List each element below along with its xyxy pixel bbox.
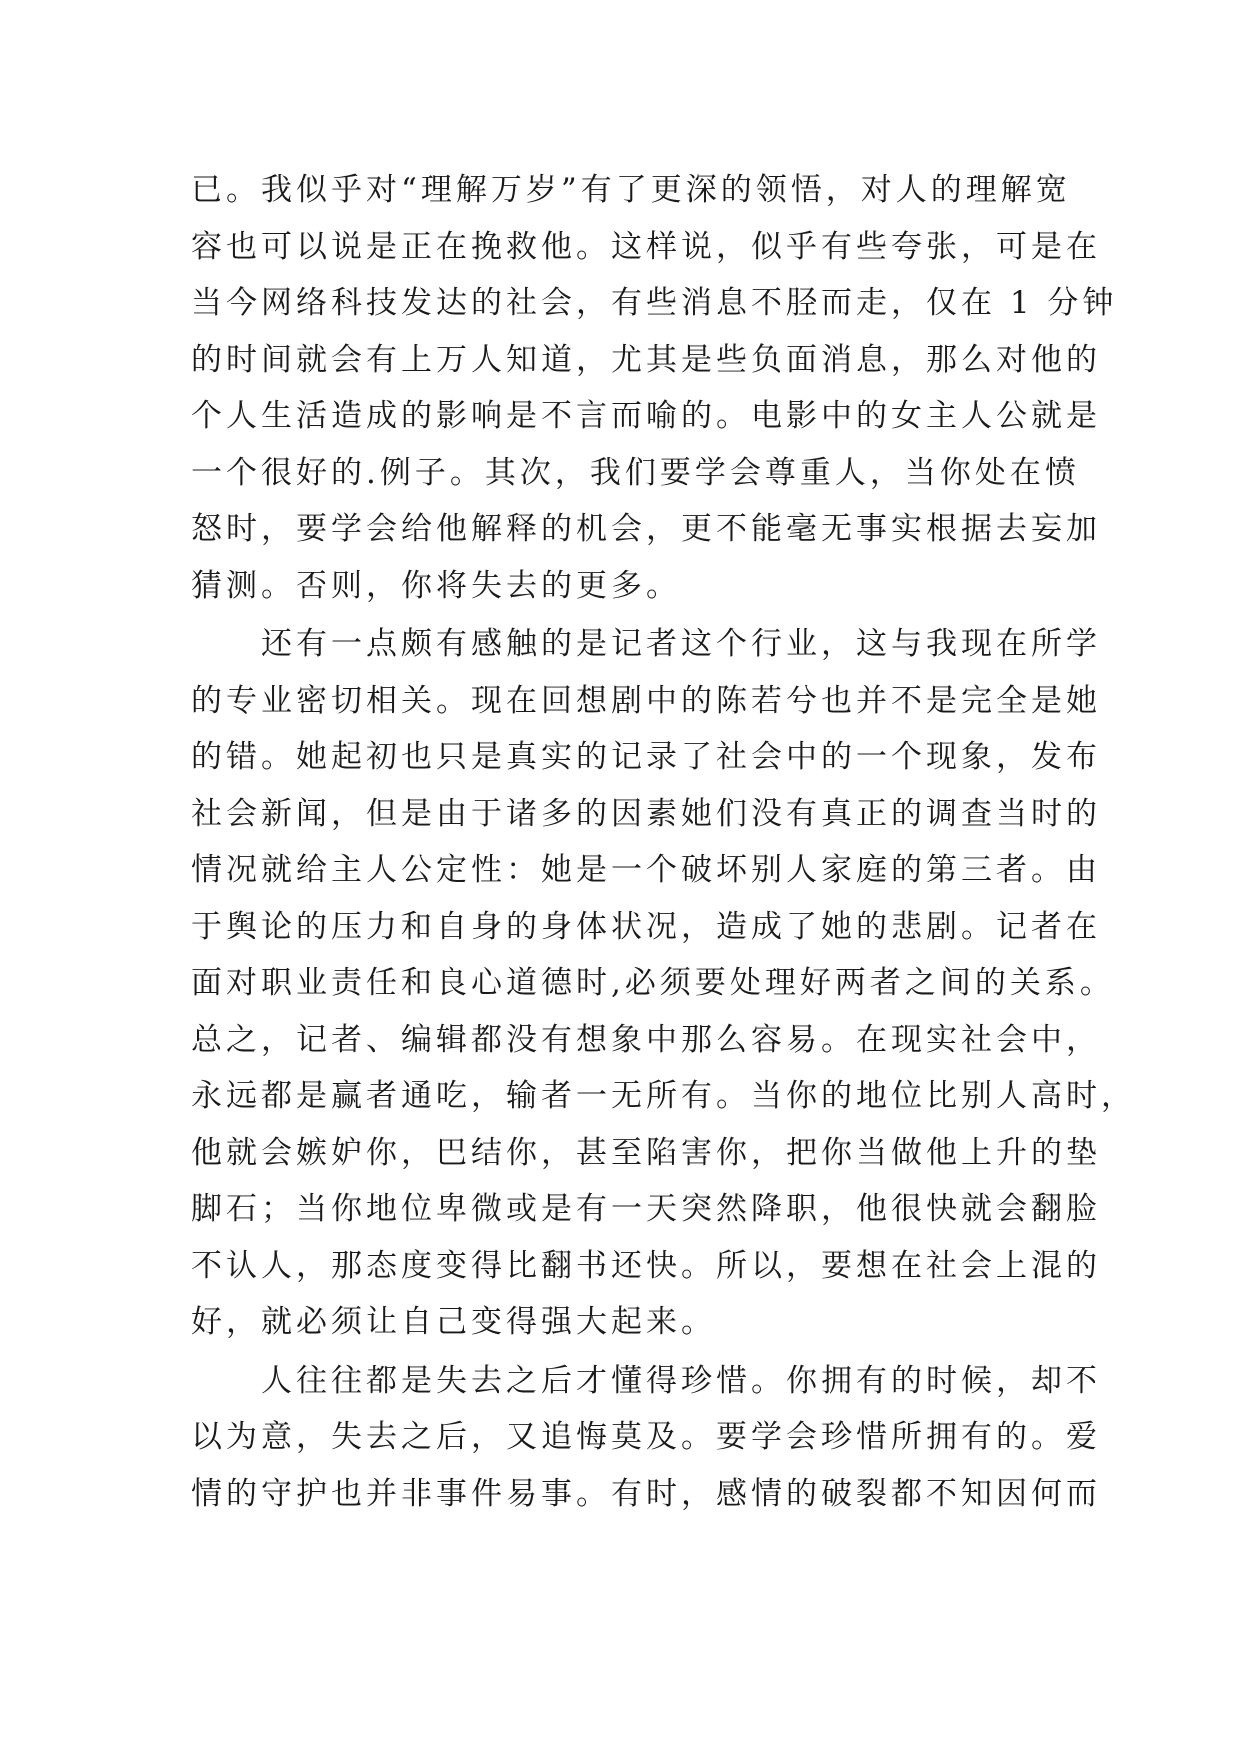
text-line: 不认人，那态度变得比翻书还快。所以，要想在社会上混的 — [191, 1247, 1101, 1284]
text-line: 一个很好的.例子。其次，我们要学会尊重人，当你处在愤 — [191, 454, 1080, 491]
text-line: 怒时，要学会给他解释的机会，更不能毫无事实根据去妄加 — [191, 511, 1101, 547]
text-line: 的错。她起初也只是真实的记录了社会中的一个现象，发布 — [191, 739, 1101, 775]
text-line: 好，就必须让自己变得强大起来。 — [191, 1304, 716, 1340]
text-line: 人往往都是失去之后才懂得珍惜。你拥有的时候，却不 — [191, 1362, 1101, 1399]
text-line: 他就会嫉妒你，巴结你，甚至陷害你，把你当做他上升的垫 — [191, 1134, 1101, 1171]
text-line: 于舆论的压力和自身的身体状况，造成了她的悲剧。记者在 — [191, 908, 1101, 945]
text-line: 总之，记者、编辑都没有想象中那么容易。在现实社会中， — [191, 1021, 1101, 1058]
text-line: 社会新闻，但是由于诸多的因素她们没有真正的调查当时的 — [191, 795, 1101, 832]
text-line: 个人生活造成的影响是不言而喻的。电影中的女主人公就是 — [191, 398, 1101, 434]
text-line: 情的守护也并非事件易事。有时，感情的破裂都不知因何而 — [191, 1475, 1101, 1512]
text-line: 以为意，失去之后，又追悔莫及。要学会珍惜所拥有的。爱 — [191, 1419, 1101, 1455]
text-line: 容也可以说是正在挽救他。这样说，似乎有些夸张，可是在 — [191, 228, 1101, 265]
text-line: 脚石；当你地位卑微或是有一天突然降职，他很快就会翻脸 — [191, 1191, 1101, 1227]
text-line: 的专业密切相关。现在回想剧中的陈若兮也并不是完全是她 — [191, 682, 1101, 719]
text-line: 猜测。否则，你将失去的更多。 — [191, 567, 681, 604]
text-line: 永远都是赢者通吃，输者一无所有。当你的地位比别人高时， — [191, 1078, 1136, 1114]
text-line: 情况就给主人公定性：她是一个破坏别人家庭的第三者。由 — [191, 852, 1101, 888]
text-line: 还有一点颇有感触的是记者这个行业，这与我现在所学 — [191, 626, 1101, 662]
text-line: 的时间就会有上万人知道，尤其是些负面消息，那么对他的 — [191, 341, 1101, 378]
text-line: 面对职业责任和良心道德时,必须要处理好两者之间的关系。 — [191, 965, 1115, 1001]
body-text — [191, 162, 1136, 1522]
text-line: 当今网络科技发达的社会，有些消息不胫而走，仅在 1 分钟 — [191, 285, 1118, 321]
text-line: 已。我似乎对“理解万岁”有了更深的领悟，对人的理解宽 — [191, 172, 1071, 208]
